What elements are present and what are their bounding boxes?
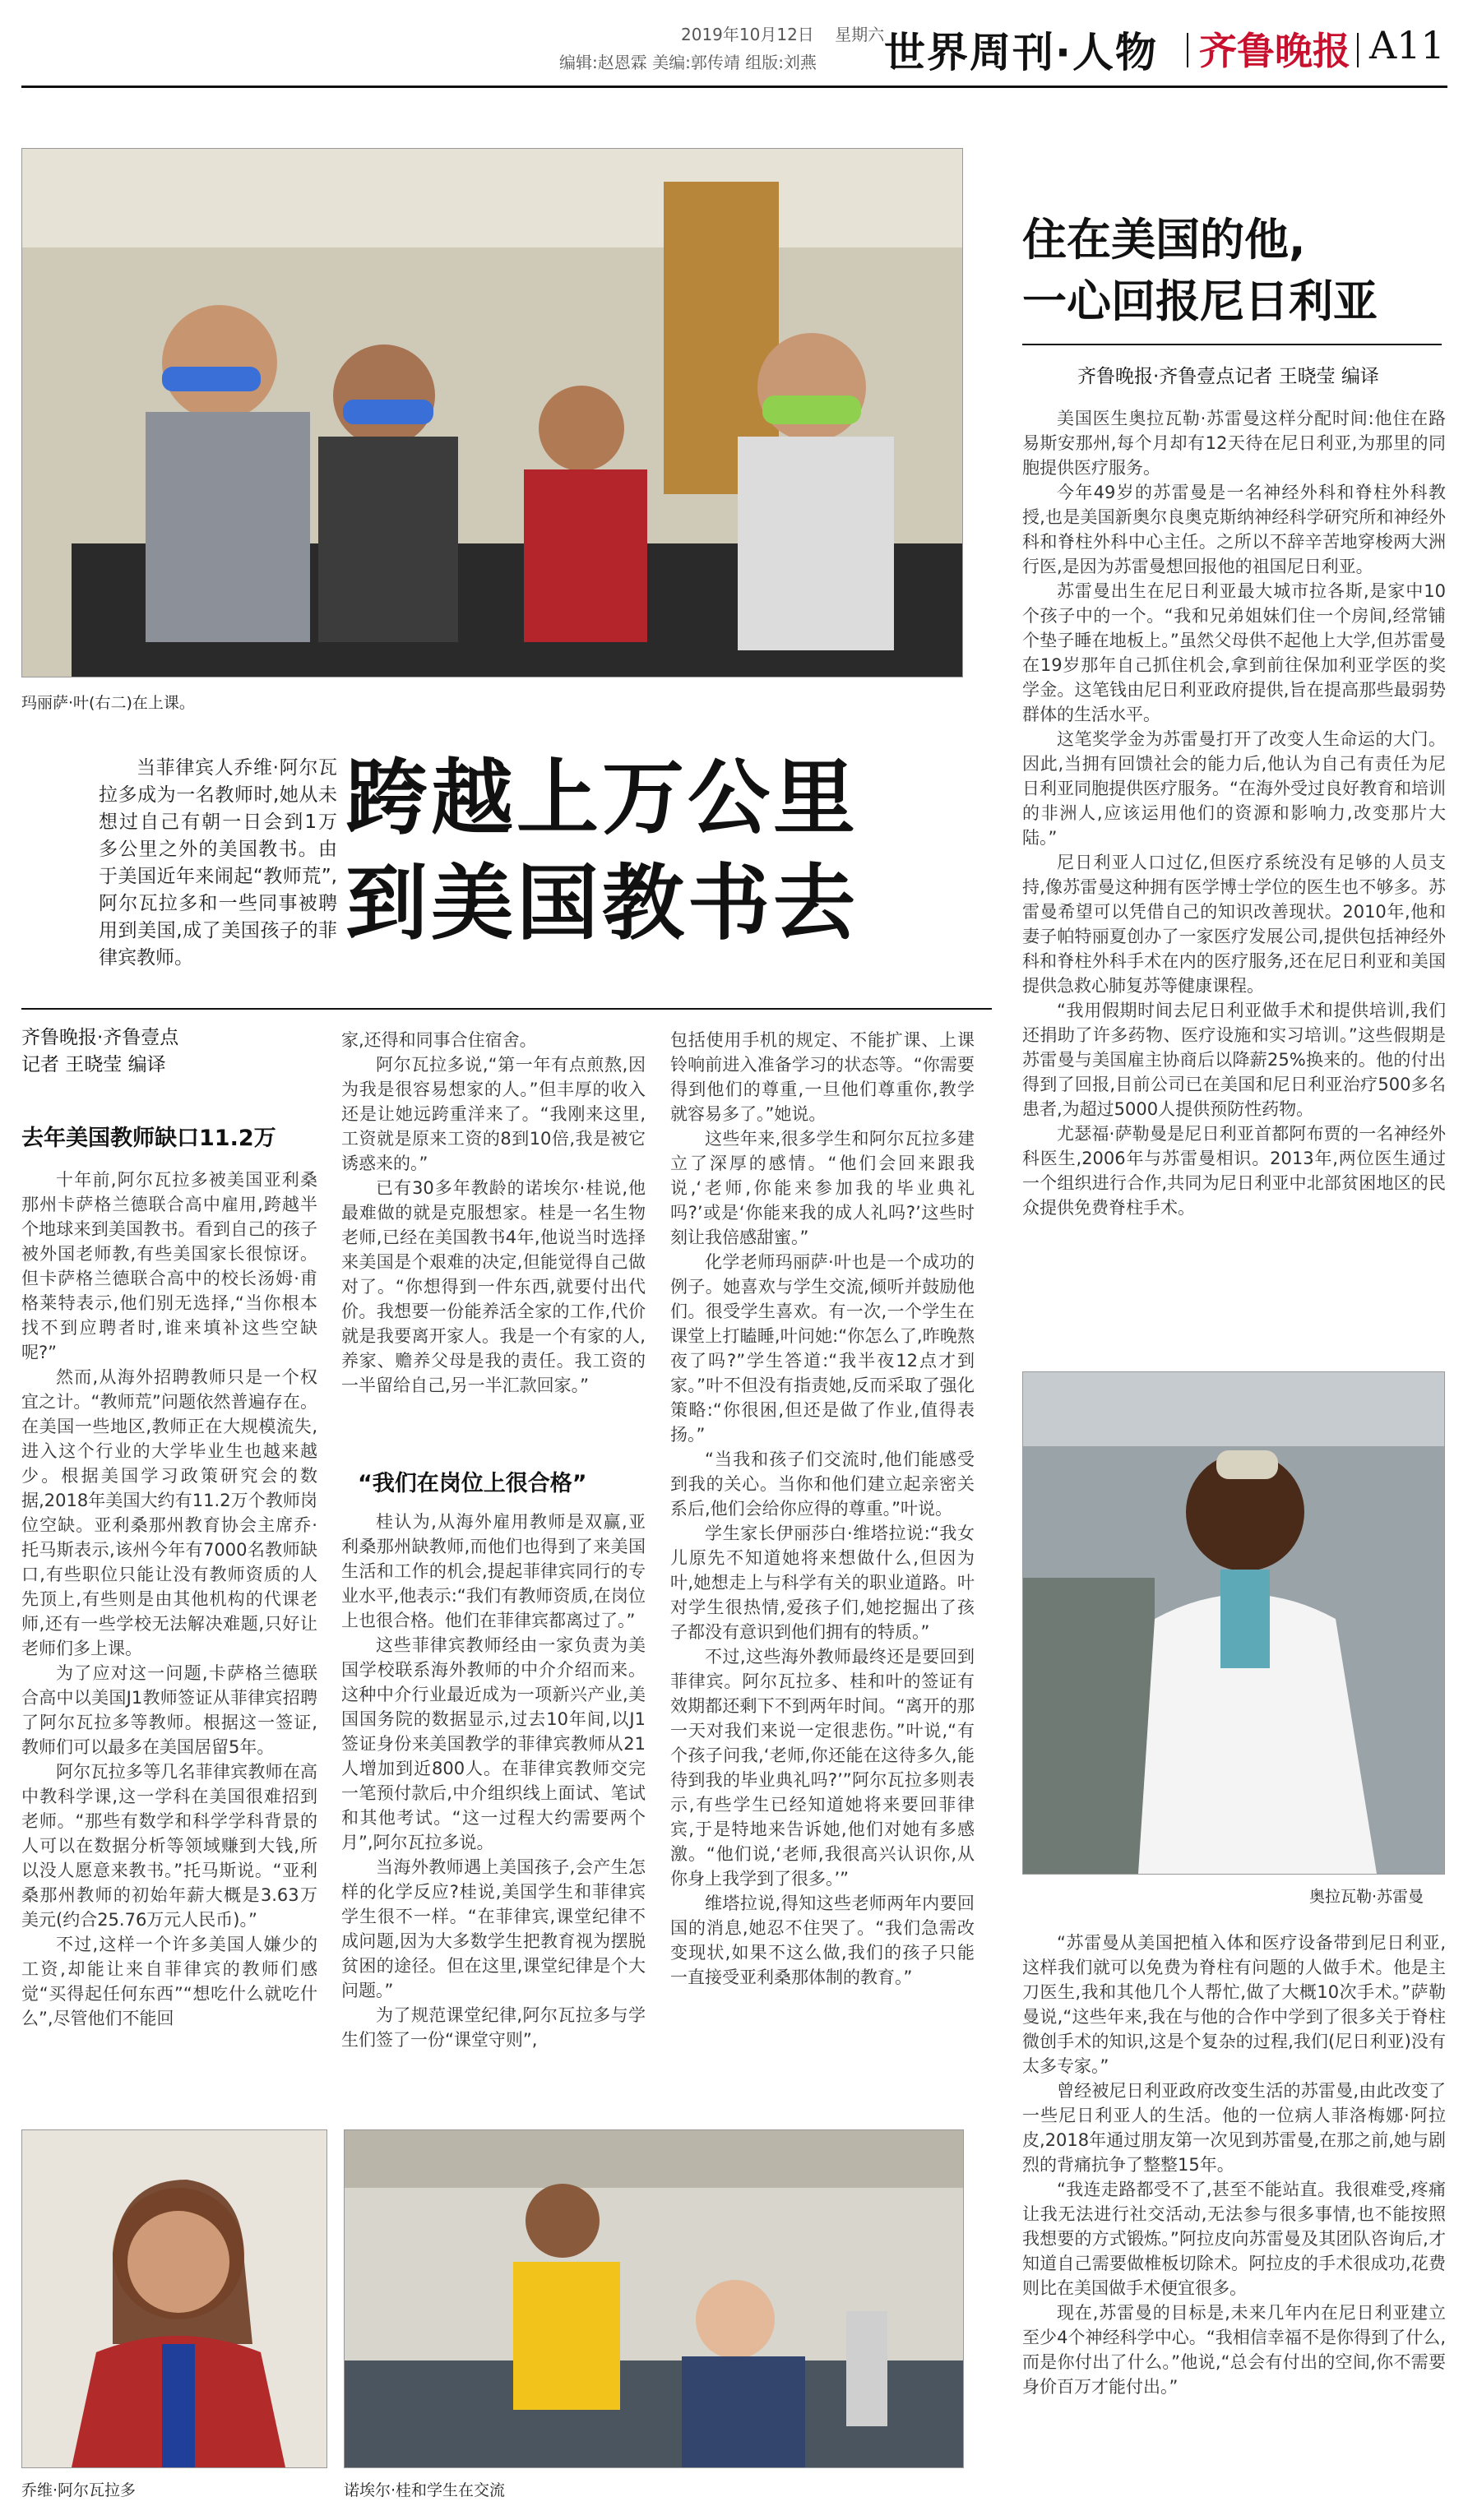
date-text: 2019年10月12日 — [681, 25, 814, 44]
left-headline-line1: 跨越上万公里 — [345, 750, 859, 846]
left-column-1 — [21, 1168, 317, 2113]
col3-paragraph-5: 学生家长伊丽莎白·维塔拉说:“我女儿原先不知道她将来想做什么,但因为叶,她想走上与科学有关的职业道路。叶对学生很热情,爱孩子们,她挖掘出了孩子都没有意识到他们拥有的特质。” — [670, 1524, 975, 1642]
right-headline-rule — [1022, 344, 1442, 345]
col3-paragraph-4: “当我和孩子们交流时,他们能感受到我的关心。当你和他们建立起亲密关系后,他们会给你应得的尊重。”叶说。 — [670, 1450, 975, 1519]
teacher-student-photo — [344, 2129, 964, 2468]
top-photo-caption: 玛丽萨·叶(右二)在上课。 — [21, 694, 195, 712]
right-paragraph-1: 美国医生奥拉瓦勒·苏雷曼这样分配时间:他住在路易斯安那州,每个月却有12天待在尼日利亚,为那里的同胞提供医疗服务。 — [1022, 409, 1446, 478]
right-article-column-bottom — [1022, 1930, 1446, 2498]
left-column-3 — [670, 1028, 975, 2113]
left-column-2-bottom — [341, 1510, 646, 2114]
col1-paragraph-5: 不过,这样一个许多美国人嫌少的工资,却能让来自菲律宾的教师们感觉“买得起任何东西”“想吃什么就吃什么”,尽管他们不能回 — [21, 1935, 317, 2028]
left-intro: 当菲律宾人乔维·阿尔瓦拉多成为一名教师时,她从未想过自己有朝一日会到1万多公里之外的美国教书。由于美国近年来闹起“教师荒”,阿尔瓦拉多和一些同事被聘用到美国,成了美国孩子的菲律宾教师。 — [99, 757, 337, 969]
doctor-photo-illustration — [1023, 1372, 1444, 1874]
col1-paragraph-4: 阿尔瓦拉多等几名菲律宾教师在高中教科学课,这一学科在美国很难招到老师。“那些有数学和科学学科背景的人可以在数据分析等领域赚到大钱,所以没人愿意来教书。”托马斯说。“亚利桑那州教师的初始年薪大概是3.63万美元(约合25.76万元人民币)。” — [21, 1762, 317, 1930]
page-number: A11 — [1369, 23, 1445, 67]
doctor-photo — [1022, 1371, 1445, 1875]
editor-credits: 编辑:赵恩霖 美编:郭传靖 组版:刘燕 — [559, 53, 817, 72]
col2-paragraph-6: 当海外教师遇上美国孩子,会产生怎样的化学反应?桂说,美国学生和菲律宾学生很不一样。“在菲律宾,课堂纪律不成问题,因为大多数学生把教育视为摆脱贫困的途径。但在这里,课堂纪律是个大问题。” — [341, 1857, 646, 2000]
right-paragraph-9: 曾经被尼日利亚政府改变生活的苏雷曼,由此改变了一些尼日利亚人的生活。他的一位病人菲洛梅娜·阿拉皮,2018年通过朋友第一次见到苏雷曼,在那之前,她与剧烈的背痛抗争了整整15年。 — [1022, 2081, 1446, 2175]
right-article-column-top — [1022, 406, 1446, 1360]
header-divider-2 — [1357, 33, 1359, 67]
col3-paragraph-3: 化学老师玛丽萨·叶也是一个成功的例子。她喜欢与学生交流,倾听并鼓励他们。很受学生喜欢。有一次,一个学生在课堂上打瞌睡,叶问她:“你怎么了,昨晚熬夜了吗?”学生答道:“我半夜12点才到家。”叶不但没有指责她,反而采取了强化策略:“你很困,但还是做了作业,值得表扬。” — [670, 1252, 975, 1445]
col2-paragraph-4: 桂认为,从海外雇用教师是双赢,亚利桑那州缺教师,而他们也得到了来美国生活和工作的机会,提起菲律宾同行的专业水平,他表示:“我们有教师资质,在岗位上也很合格。他们在菲律宾都离过了。” — [341, 1512, 646, 1630]
teacher-portrait-photo — [21, 2129, 327, 2468]
weekday-text: 星期六 — [835, 25, 885, 44]
teacher-portrait-illustration — [22, 2130, 326, 2467]
right-paragraph-7: 尤瑟福·萨勒曼是尼日利亚首都阿布贾的一名神经外科医生,2006年与苏雷曼相识。2013年,两位医生通过一个组织进行合作,共同为尼日利亚中北部贫困地区的民众提供免费脊柱手术。 — [1022, 1124, 1446, 1218]
right-byline: 齐鲁晚报·齐鲁壹点记者 王晓莹 编译 — [1077, 366, 1379, 387]
right-paragraph-5: 尼日利亚人口过亿,但医疗系统没有足够的人员支持,像苏雷曼这种拥有医学博士学位的医生也不够多。苏雷曼希望可以凭借自己的知识改善现状。2010年,他和妻子帕特丽夏创办了一家医疗发展公司,提供包括神经外科和脊柱外科手术在内的医疗服务,还在尼日利亚和美国提供急救心肺复苏等健康课程。 — [1022, 853, 1446, 996]
right-paragraph-10: “我连走路都受不了,甚至不能站直。我很难受,疼痛让我无法进行社交活动,无法参与很多事情,也不能按照我想要的方式锻炼。”阿拉皮向苏雷曼及其团队咨询后,才知道自己需要做椎板切除术。阿拉皮的手术很成功,花费则比在美国做手术便宜很多。 — [1022, 2180, 1446, 2298]
left-headline-line2: 到美国教书去 — [345, 855, 859, 951]
col3-paragraph-1: 包括使用手机的规定、不能扩课、上课铃响前进入准备学习的状态等。“你需要得到他们的尊重,一旦他们尊重你,教学就容易多了。”她说。 — [670, 1030, 975, 1124]
classroom-photo-illustration — [22, 149, 962, 677]
col2-paragraph-1: 家,还得和同事合住宿舍。 — [341, 1030, 537, 1050]
left-byline-line2: 记者 王晓莹 编译 — [21, 1054, 166, 1075]
classroom-photo — [21, 148, 963, 677]
teacher-student-illustration — [345, 2130, 963, 2467]
col3-paragraph-7: 维塔拉说,得知这些老师两年内要回国的消息,她忍不住哭了。“我们急需改变现状,如果不这么做,我们的孩子只能一直接受亚利桑那体制的教育。” — [670, 1893, 975, 1987]
right-paragraph-8: “苏雷曼从美国把植入体和医疗设备带到尼日利亚,这样我们就可以免费为脊柱有问题的人做手术。他是主刀医生,我和其他几个人帮忙,做了大概10次手术。”萨勒曼说,“这些年来,我在与他的合作中学到了很多关于脊柱微创手术的知识,这是个复杂的过程,我们(尼日利亚)没有太多专家。” — [1022, 1933, 1446, 2076]
left-byline-line1: 齐鲁晚报·齐鲁壹点 — [21, 1027, 179, 1048]
col3-paragraph-6: 不过,这些海外教师最终还是要回到菲律宾。阿尔瓦拉多、桂和叶的签证有效期都还剩下不到两年时间。“离开的那一天对我们来说一定很悲伤。”叶说,“有个孩子问我,‘老师,你还能在这待多久,能待到我的毕业典礼吗?’”阿尔瓦拉多则表示,有些学生已经知道她将来要回菲律宾,于是特地来告诉她,他们对她有多感激。“他们说,‘老师,我很高兴认识你,从你身上我学到了很多。’” — [670, 1647, 975, 1889]
header-divider — [1187, 33, 1188, 67]
newspaper-logo: 齐鲁晚报 — [1199, 29, 1350, 73]
col2-paragraph-2: 阿尔瓦拉多说,“第一年有点煎熬,因为我是很容易想家的人。”但丰厚的收入还是让她远跨重洋来了。“我刚来这里,工资就是原来工资的8到10倍,我是被它诱惑来的。” — [341, 1055, 646, 1173]
right-paragraph-6: “我用假期时间去尼日利亚做手术和提供培训,我们还捐助了许多药物、医疗设施和实习培训。”这些假期是苏雷曼与美国雇主协商后以降薪25%换来的。他的付出得到了回报,目前公司已在美国和尼日利亚治疗500多名患者,为超过5000人提供预防性药物。 — [1022, 1001, 1446, 1119]
left-headline-rule — [21, 1008, 992, 1010]
right-photo-caption: 奥拉瓦勒·苏雷曼 — [1309, 1888, 1424, 1906]
left-subhead-2: “我们在岗位上很合格” — [358, 1471, 587, 1496]
right-paragraph-2: 今年49岁的苏雷曼是一名神经外科和脊柱外科教授,也是美国新奥尔良奥克斯纳神经科学研究所和神经外科和脊柱外科中心主任。之所以不辞辛苦地穿梭两大洲行医,是因为苏雷曼想回报他的祖国尼日利亚。 — [1022, 483, 1446, 576]
section-title: 世界周刊·人物 — [884, 29, 1158, 76]
bottom-left-caption: 乔维·阿尔瓦拉多 — [21, 2481, 137, 2499]
bottom-mid-caption: 诺埃尔·桂和学生在交流 — [344, 2481, 506, 2499]
col2-paragraph-5: 这些菲律宾教师经由一家负责为美国学校联系海外教师的中介介绍而来。这种中介行业最近成为一项新兴产业,美国国务院的数据显示,过去10年间,以J1签证身份来美国教学的菲律宾教师从21人增加到近800人。在菲律宾教师交完一笔预付款后,中介组织线上面试、笔试和其他考试。“这一过程大约需要两个月”,阿尔瓦拉多说。 — [341, 1635, 646, 1852]
right-paragraph-11: 现在,苏雷曼的目标是,未来几年内在尼日利亚建立至少4个神经科学中心。“我相信幸福不是你得到了什么,而是你付出了什么。”他说,“总会有付出的空间,你不需要身价百万才能付出。” — [1022, 2303, 1446, 2397]
left-column-2-top — [341, 1028, 646, 1455]
col2-paragraph-7: 为了规范课堂纪律,阿尔瓦拉多与学生们签了一份“课堂守则”, — [341, 2005, 646, 2050]
right-paragraph-4: 这笔奖学金为苏雷曼打开了改变人生命运的大门。因此,当拥有回馈社会的能力后,他认为自己有责任为尼日利亚同胞提供医疗服务。“在海外受过良好教育和培训的非洲人,应该运用他们的资源和影响力,改变那片大陆。” — [1022, 729, 1446, 848]
col3-paragraph-2: 这些年来,很多学生和阿尔瓦拉多建立了深厚的感情。“他们会回来跟我说,‘老师,你能来参加我的毕业典礼吗?’或是‘你能来我的成人礼吗?’这些时刻让我倍感甜蜜。” — [670, 1129, 975, 1247]
col1-paragraph-3: 为了应对这一问题,卡萨格兰德联合高中以美国J1教师签证从菲律宾招聘了阿尔瓦拉多等教师。根据这一签证,教师们可以最多在美国居留5年。 — [21, 1663, 317, 1757]
right-paragraph-3: 苏雷曼出生在尼日利亚最大城市拉各斯,是家中10个孩子中的一个。“我和兄弟姐妹们住一个房间,经常铺个垫子睡在地板上。”虽然父母供不起他上大学,但苏雷曼在19岁那年自己抓住机会,拿到前往保加利亚学医的奖学金。这笔钱由尼日利亚政府提供,旨在提高那些最弱势群体的生活水平。 — [1022, 581, 1446, 724]
left-subhead-1: 去年美国教师缺口11.2万 — [21, 1126, 276, 1151]
col2-paragraph-3: 已有30多年教龄的诺埃尔·桂说,他最难做的就是克服想家。桂是一名生物老师,已经在美国教书4年,他说当时选择来美国是个艰难的决定,但能觉得自己做对了。“你想得到一件东西,就要付出代价。我想要一份能养活全家的工作,代价就是我要离开家人。我是一个有家的人,养家、赡养父母是我的责任。我工资的一半留给自己,另一半汇款回家。” — [341, 1178, 646, 1395]
right-headline-line2: 一心回报尼日利亚 — [1022, 275, 1378, 327]
col1-paragraph-2: 然而,从海外招聘教师只是一个权宜之计。“教师荒”问题依然普遍存在。在美国一些地区,教师正在大规模流失,进入这个行业的大学毕业生也越来越少。根据美国学习政策研究会的数据,2018年美国大约有11.2万个教师岗位空缺。亚利桑那州教育协会主席乔·托马斯表示,该州今年有7000名教师缺口,有些职位只能让没有教师资质的人先顶上,有些则是由其他机构的代课老师,还有一些学校无法解决难题,只好让老师们多上课。 — [21, 1367, 317, 1658]
right-headline-line1: 住在美国的他, — [1022, 214, 1306, 266]
col1-paragraph-1: 十年前,阿尔瓦拉多被美国亚利桑那州卡萨格兰德联合高中雇用,跨越半个地球来到美国教书。看到自己的孩子被外国老师教,有些美国家长很惊讶。但卡萨格兰德联合高中的校长汤姆·甫格莱特表示,他们别无选择,“当你根本找不到应聘者时,谁来填补这些空缺呢?” — [21, 1170, 317, 1362]
issue-date — [681, 21, 884, 45]
header-rule — [21, 86, 1447, 88]
